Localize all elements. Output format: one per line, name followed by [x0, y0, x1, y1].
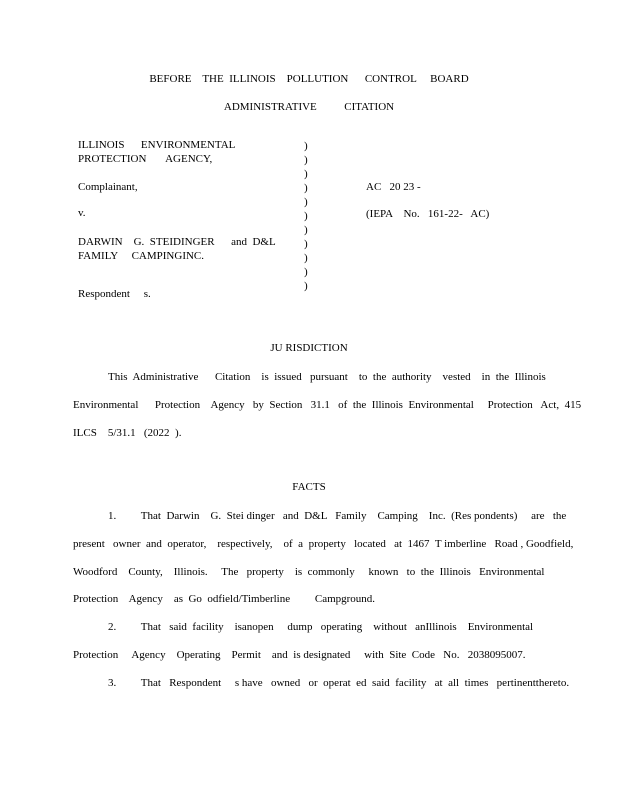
facts-heading: FACTS — [292, 481, 326, 493]
board-heading: BEFORE THE ILLINOIS POLLUTION CONTROL BOARD — [149, 73, 469, 85]
respondent-name-line2: FAMILY CAMPINGINC. — [78, 250, 205, 262]
facts-paragraph-line: Protection Agency Operating Permit and is designated with Site Code No. 2038095007. — [73, 649, 526, 661]
facts-paragraph-line: 1. That Darwin G. Stei dinger and D&L Family Camping Inc. (Res pondents) are the — [108, 510, 567, 522]
respondent-label: Respondent s. — [78, 288, 151, 300]
versus-label: v. — [78, 207, 86, 219]
caption-paren: ) — [304, 224, 308, 236]
citation-heading: ADMINISTRATIVE CITATION — [223, 101, 395, 113]
complainant-name-line2: PROTECTION AGENCY, — [78, 153, 213, 165]
caption-paren: ) — [304, 154, 308, 166]
caption-paren: ) — [304, 168, 308, 180]
caption-paren: ) — [304, 196, 308, 208]
case-number: AC 20 23 - — [366, 181, 421, 193]
facts-paragraph-line: Protection Agency as Go odfield/Timberline Campground. — [73, 593, 376, 605]
caption-paren: ) — [304, 280, 308, 292]
caption-paren: ) — [304, 182, 308, 194]
facts-paragraph-line: Woodford County, Illinois. The property is commonly known to the Illinois Environmental — [73, 566, 545, 578]
caption-paren-column — [304, 139, 314, 293]
caption-paren: ) — [304, 266, 308, 278]
facts-paragraph-line: 3. That Respondent s have owned or operat ed said facility at all times pertinentthereto. — [108, 677, 570, 689]
caption-paren: ) — [304, 238, 308, 250]
caption-paren: ) — [304, 252, 308, 264]
complainant-label: Complainant, — [78, 181, 138, 193]
jurisdiction-line: Environmental Protection Agency by Section 31.1 of the Illinois Environmental Protection Act, 415 — [73, 399, 582, 411]
jurisdiction-heading: JU RISDICTION — [270, 342, 348, 354]
iepa-number: (IEPA No. 161-22- AC) — [366, 208, 490, 220]
complainant-name-line1: ILLINOIS ENVIRONMENTAL — [78, 139, 236, 151]
caption-paren: ) — [304, 140, 308, 152]
facts-paragraph-line: present owner and operator, respectively, of a property located at 1467 T imberline Road , Goodfield, — [73, 538, 574, 550]
jurisdiction-line: This Administrative Citation is issued pursuant to the authority vested in the Illinois — [108, 371, 546, 383]
jurisdiction-line: ILCS 5/31.1 (2022 ). — [73, 427, 182, 439]
respondent-name-line1: DARWIN G. STEIDINGER and D&L — [78, 236, 276, 248]
facts-paragraph-line: 2. That said facility isanopen dump operating without anIllinois Environmental — [108, 621, 534, 633]
caption-paren: ) — [304, 210, 308, 222]
